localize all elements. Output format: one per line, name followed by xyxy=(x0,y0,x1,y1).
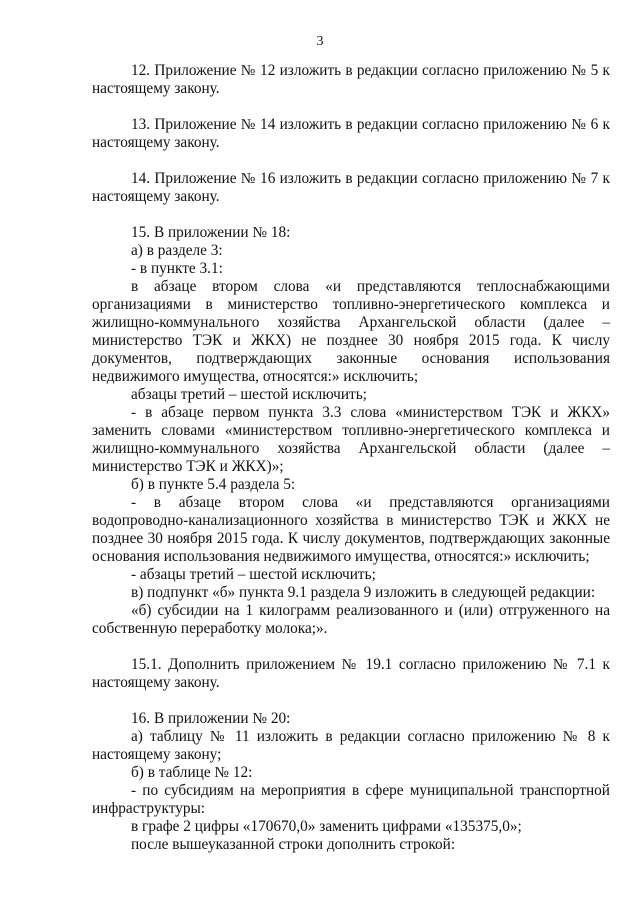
paragraph: «б) субсидии на 1 килограмм реализованного и (или) отгруженного на собственную переработку молока;». xyxy=(92,602,610,637)
paragraph: 12. Приложение № 12 изложить в редакции согласно приложению № 5 к настоящему закону. xyxy=(92,62,610,97)
paragraph: - в пункте 3.1: xyxy=(131,260,223,277)
paragraph: после вышеуказанной строки дополнить строкой: xyxy=(131,836,456,853)
paragraph: - абзацы третий – шестой исключить; xyxy=(131,566,376,583)
paragraph: - в абзаце втором слова «и представляются организациями водопроводно-канализационного хозяйства в министерство ТЭК и ЖКХ не позднее 30 ноября 2015 года. К числу документов, подтверждающих законные основания использования недвижимого имущества, относятся:» исключить; xyxy=(92,494,610,565)
paragraph: абзацы третий – шестой исключить; xyxy=(131,386,367,403)
document-body xyxy=(92,62,610,854)
paragraph: в графе 2 цифры «170670,0» заменить цифрами «135375,0»; xyxy=(131,818,522,835)
paragraph: в абзаце втором слова «и представляются теплоснабжающими организациями в министерство топливно-энергетического комплекса и жилищно-коммунального хозяйства Архангельской области (далее – министерство ТЭК и ЖКХ) не позднее 30 ноября 2015 года. К числу документов, подтверждающих законные основания использования недвижимого имущества, относятся:» исключить; xyxy=(92,278,610,385)
paragraph: б) в пункте 5.4 раздела 5: xyxy=(131,476,296,493)
paragraph: - в абзаце первом пункта 3.3 слова «министерством ТЭК и ЖКХ» заменить словами «министерством топливно-энергетического комплекса и жилищно-коммунального хозяйства Архангельской области (далее – министерство ТЭК и ЖКХ)»; xyxy=(92,404,610,475)
paragraph: - по субсидиям на мероприятия в сфере муниципальной транспортной инфраструктуры: xyxy=(92,782,610,817)
paragraph: в) подпункт «б» пункта 9.1 раздела 9 изложить в следующей редакции: xyxy=(131,584,596,601)
paragraph: а) в разделе 3: xyxy=(131,242,223,259)
paragraph: 15.1. Дополнить приложением № 19.1 согласно приложению № 7.1 к настоящему закону. xyxy=(92,656,610,691)
paragraph: 14. Приложение № 16 изложить в редакции согласно приложению № 7 к настоящему закону. xyxy=(92,170,610,205)
paragraph: 16. В приложении № 20: xyxy=(131,710,291,727)
paragraph: б) в таблице № 12: xyxy=(131,764,253,781)
paragraph: а) таблицу № 11 изложить в редакции согласно приложению № 8 к настоящему закону; xyxy=(92,728,610,763)
page-number: 3 xyxy=(316,34,324,49)
paragraph: 13. Приложение № 14 изложить в редакции согласно приложению № 6 к настоящему закону. xyxy=(92,116,610,151)
paragraph: 15. В приложении № 18: xyxy=(131,224,291,241)
